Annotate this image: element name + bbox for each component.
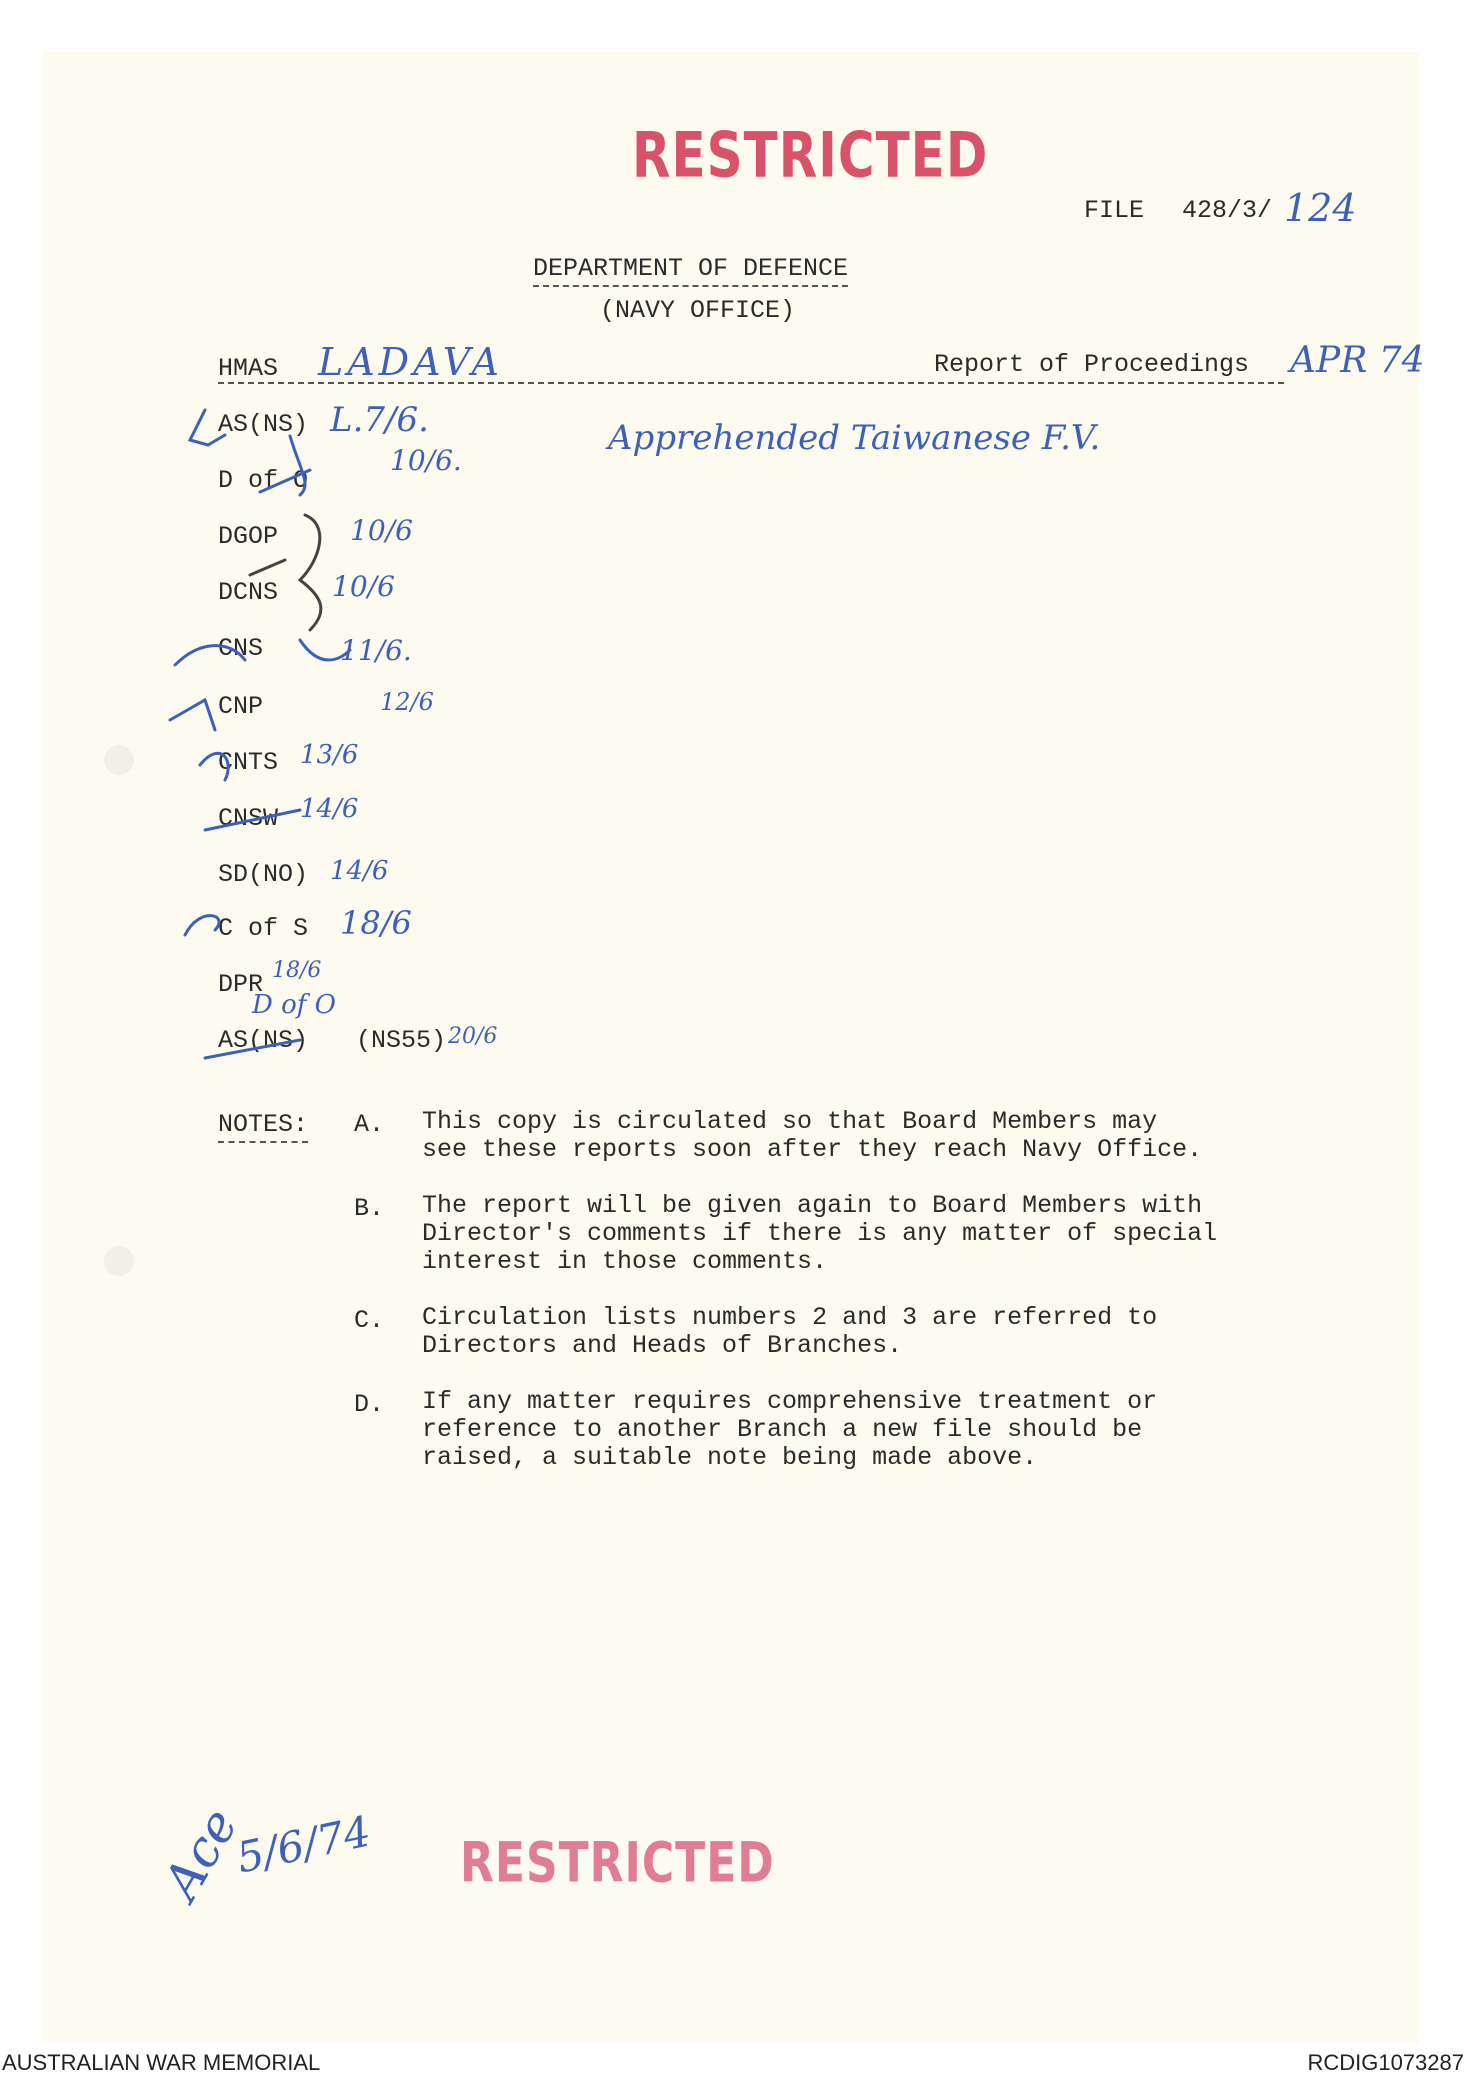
circ-mark-11: 18/6 [272,958,322,983]
bottom-date-handwritten: 5/6/74 [232,1806,375,1883]
circ-mark-3: 10/6 [350,514,413,547]
circ-mark-7: 13/6 [300,740,359,770]
file-label: FILE [1084,196,1145,225]
office-subheading: (NAVY OFFICE) [600,296,796,325]
circ-code-6: CNP [218,692,264,721]
circ-code-4: DCNS [218,578,279,607]
note-d-line-2: reference to another Branch a new file should be [422,1415,1143,1444]
restricted-stamp-bottom: RESTRICTED [460,1831,775,1896]
note-b-letter: B. [354,1194,385,1223]
subject-handwritten: Apprehended Taiwanese F.V. [608,418,1101,458]
ship-name-handwritten: LADAVA [318,340,503,384]
circ-mark-10: 18/6 [340,904,412,942]
note-d-line-3: raised, a suitable note being made above. [422,1443,1038,1472]
circ-code-5: CNS [218,634,264,663]
note-c-letter: C. [354,1306,385,1335]
hmas-prefix: HMAS [218,354,279,383]
circ-code-8: CNSW [218,804,279,833]
note-a-letter: A. [354,1110,385,1139]
note-b-line-2: Director's comments if there is any matter of special [422,1219,1218,1248]
circ-mark-4: 10/6 [332,570,395,603]
circ-code-12: AS(NS) [218,1026,309,1055]
footer-source: AUSTRALIAN WAR MEMORIAL [2,2050,321,2075]
file-number-handwritten: 124 [1284,186,1357,230]
report-period-handwritten: APR 74 [1290,340,1425,381]
circ-mark-6: 12/6 [380,688,434,716]
circ-last-suffix: (NS55) [356,1026,447,1055]
circ-mark-2: 10/6. [390,444,462,477]
department-heading: DEPARTMENT OF DEFENCE [533,254,848,287]
note-c-line-2: Directors and Heads of Branches. [422,1331,903,1360]
circ-code-10: C of S [218,914,309,943]
report-label: Report of Proceedings [934,350,1250,379]
footer-identifier: RCDIG1073287 [1307,2050,1464,2075]
note-b-line-3: interest in those comments. [422,1247,828,1276]
circ-code-2: D of O [218,466,309,495]
restricted-stamp-top: RESTRICTED [632,118,989,192]
note-a-line-2: see these reports soon after they reach Navy Office. [422,1135,1203,1164]
circ-mark-9: 14/6 [330,856,389,886]
bottom-initial-handwritten: Ace [152,1798,250,1909]
circ-mark-5: 11/6. [340,634,412,667]
circ-mark-8: 14/6 [300,794,359,824]
file-number: 428/3/ [1182,196,1273,225]
circ-code-3: DGOP [218,522,279,551]
circ-code-7: CNTS [218,748,279,777]
dpr-handwritten-note: D of O [252,990,336,1020]
note-d-line-1: If any matter requires comprehensive treatment or [422,1387,1158,1416]
notes-label: NOTES: [218,1110,308,1143]
circ-code-1: AS(NS) [218,410,309,439]
circ-mark-1: L.7/6. [330,400,429,440]
note-a-line-1: This copy is circulated so that Board Members may [422,1107,1158,1136]
circ-code-9: SD(NO) [218,860,309,889]
note-c-line-1: Circulation lists numbers 2 and 3 are referred to [422,1303,1158,1332]
note-d-letter: D. [354,1390,385,1419]
circ-code-11: DPR [218,970,264,999]
circ-mark-12: 20/6 [448,1024,498,1049]
note-b-line-1: The report will be given again to Board Members with [422,1191,1203,1220]
